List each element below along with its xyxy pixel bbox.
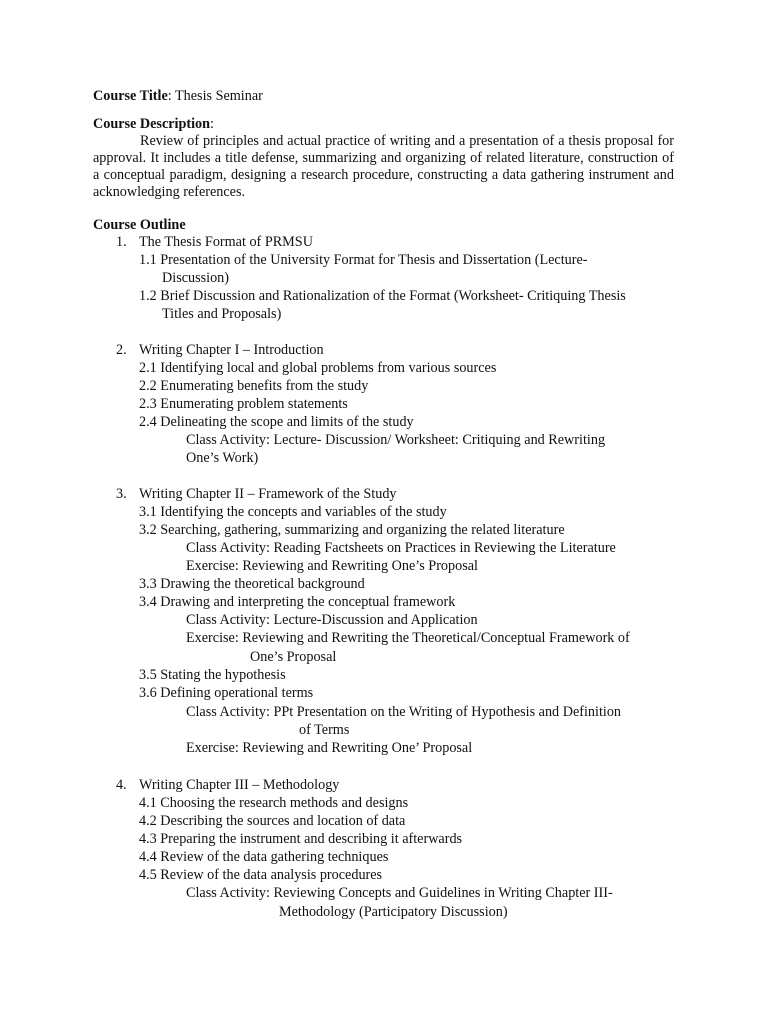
section-2-number: 2. [116, 342, 127, 358]
outline-item-1-2-cont: Titles and Proposals) [162, 306, 282, 322]
outline-item-3-3: 3.3 Drawing the theoretical background [139, 576, 365, 592]
outline-item-1-1-cont: Discussion) [162, 270, 229, 286]
class-activity-4-cont: Methodology (Participatory Discussion) [279, 904, 508, 920]
class-activity-3-6: Class Activity: PPt Presentation on the Writing of Hypothesis and Definition [186, 704, 622, 720]
exercise-3-2: Exercise: Reviewing and Rewriting One’s Proposal [186, 558, 478, 574]
exercise-3-4-cont: One’s Proposal [250, 649, 337, 665]
outline-item-3-4: 3.4 Drawing and interpreting the conceptual framework [139, 594, 456, 610]
section-1-number: 1. [116, 234, 127, 250]
outline-item-2-3: 2.3 Enumerating problem statements [139, 396, 348, 412]
outline-item-4-4: 4.4 Review of the data gathering techniques [139, 849, 389, 865]
class-activity-3-4: Class Activity: Lecture-Discussion and Application [186, 612, 478, 628]
course-description-paragraph: Review of principles and actual practice of writing and a presentation of a thesis proposal for approval. It includes a title defense, summarizing and organizing of related literature, construction of a conceptual paradigm, designing a research procedure, constructing a data gathering instrument and acknowledging references. [93, 133, 674, 200]
course-outline-heading: Course Outline [93, 217, 186, 233]
course-title-line [93, 87, 263, 105]
course-title-separator: : [167, 88, 175, 104]
exercise-3-6: Exercise: Reviewing and Rewriting One’ Proposal [186, 740, 473, 756]
section-3-number: 3. [116, 486, 127, 502]
outline-item-4-2: 4.2 Describing the sources and location of data [139, 813, 406, 829]
section-2-title: Writing Chapter I – Introduction [139, 342, 324, 358]
class-activity-3-6-cont: of Terms [299, 722, 350, 738]
section-3-title: Writing Chapter II – Framework of the Study [139, 486, 397, 502]
class-activity-4: Class Activity: Reviewing Concepts and Guidelines in Writing Chapter III- [186, 885, 613, 901]
section-1-title: The Thesis Format of PRMSU [139, 234, 313, 250]
outline-item-2-2: 2.2 Enumerating benefits from the study [139, 378, 369, 394]
outline-item-1-1: 1.1 Presentation of the University Format for Thesis and Dissertation (Lecture- [139, 252, 588, 268]
course-description-label: Course Description [93, 116, 211, 132]
course-title-value: Thesis Seminar [174, 88, 263, 104]
outline-item-4-3: 4.3 Preparing the instrument and describing it afterwards [139, 831, 463, 847]
course-title-label: Course Title [93, 88, 168, 104]
class-activity-2: Class Activity: Lecture- Discussion/ Worksheet: Critiquing and Rewriting [186, 432, 606, 448]
course-description-heading [93, 115, 214, 133]
outline-item-3-1: 3.1 Identifying the concepts and variables of the study [139, 504, 447, 520]
section-4-number: 4. [116, 777, 127, 793]
outline-item-1-2: 1.2 Brief Discussion and Rationalization of the Format (Worksheet- Critiquing Thesis [139, 288, 626, 304]
exercise-3-4: Exercise: Reviewing and Rewriting the Theoretical/Conceptual Framework of [186, 630, 630, 646]
outline-item-4-5: 4.5 Review of the data analysis procedures [139, 867, 383, 883]
outline-item-3-6: 3.6 Defining operational terms [139, 685, 314, 701]
class-activity-2-cont: One’s Work) [186, 450, 259, 466]
outline-item-3-5: 3.5 Stating the hypothesis [139, 667, 286, 683]
class-activity-3-2: Class Activity: Reading Factsheets on Practices in Reviewing the Literature [186, 540, 616, 556]
section-4-title: Writing Chapter III – Methodology [139, 777, 340, 793]
outline-item-3-2: 3.2 Searching, gathering, summarizing and organizing the related literature [139, 522, 565, 538]
outline-item-2-1: 2.1 Identifying local and global problems from various sources [139, 360, 497, 376]
course-description-separator: : [210, 116, 214, 132]
outline-item-4-1: 4.1 Choosing the research methods and designs [139, 795, 409, 811]
outline-item-2-4: 2.4 Delineating the scope and limits of the study [139, 414, 414, 430]
